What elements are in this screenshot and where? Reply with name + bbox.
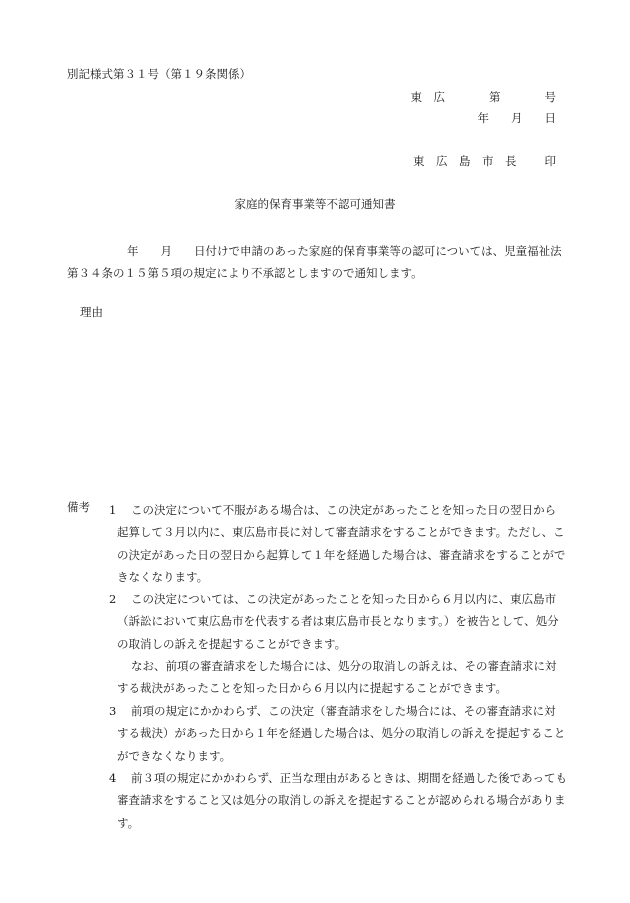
- mayor-name: 東 広 島 市 長: [413, 154, 517, 168]
- reference-suffix: 号: [544, 90, 556, 104]
- date-year: 年: [477, 111, 489, 125]
- form-label: 別記様式第３１号（第１９条関係）: [67, 67, 251, 81]
- mayor-line: [413, 153, 556, 169]
- note-number: 4: [109, 771, 117, 785]
- note-number: 3: [109, 704, 117, 718]
- document-title: 家庭的保育事業等不認可通知書: [234, 197, 396, 211]
- note-text: この決定について不服がある場合は、この決定があったことを知った日の翌日から起算して３月以内に、東広島市長に対して審査請求をすることができます。ただし、この決定があった日の翌日から起算して１年を経過した場合は、審査請求をすることができなくなります。: [117, 503, 566, 584]
- note-subparagraph: なお、前項の審査請求をした場合には、処分の取消しの訴えは、その審査請求に対する裁決があったことを知った日から６月以内に提起することができます。: [117, 659, 557, 696]
- reference-number-line: [411, 89, 557, 105]
- date-month: 月: [511, 111, 523, 125]
- reason-label: 理由: [80, 305, 103, 319]
- body-month: 月: [160, 244, 172, 258]
- note-text: 前３項の規定にかかわらず、正当な理由があるときは、期間を経過した後であっても審査請求をすること又は処分の取消しの訴えを提起することが認められる場合があります。: [117, 771, 567, 830]
- note-text: 前項の規定にかかわらず、この決定（審査請求をした場合には、その審査請求に対する裁決）があった日から１年を経過した場合は、処分の取消しの訴えを提起することができなくなります。: [117, 704, 566, 763]
- body-year: 年: [127, 244, 139, 258]
- note-number: 2: [109, 592, 117, 606]
- body-text: 日付けで申請のあった家庭的保育事業等の認可については、児童福祉法第３４条の１５第５項の規定により不承認としますので通知します。: [67, 244, 562, 280]
- reference-no-label: 第: [489, 90, 501, 104]
- body-paragraph: [67, 240, 567, 284]
- date-day: 日: [544, 111, 556, 125]
- notes-heading: 備考: [67, 500, 90, 514]
- note-text: この決定については、この決定があったことを知った日から６月以内に、東広島市（訴訟において東広島市を代表する者は東広島市長となります。）を被告として、処分の取消しの訴えを提起することができます。: [117, 592, 559, 651]
- seal-mark: 印: [544, 154, 556, 168]
- reference-city: 東 広: [410, 90, 445, 104]
- note-number: 1: [109, 503, 117, 517]
- date-line: [478, 110, 557, 126]
